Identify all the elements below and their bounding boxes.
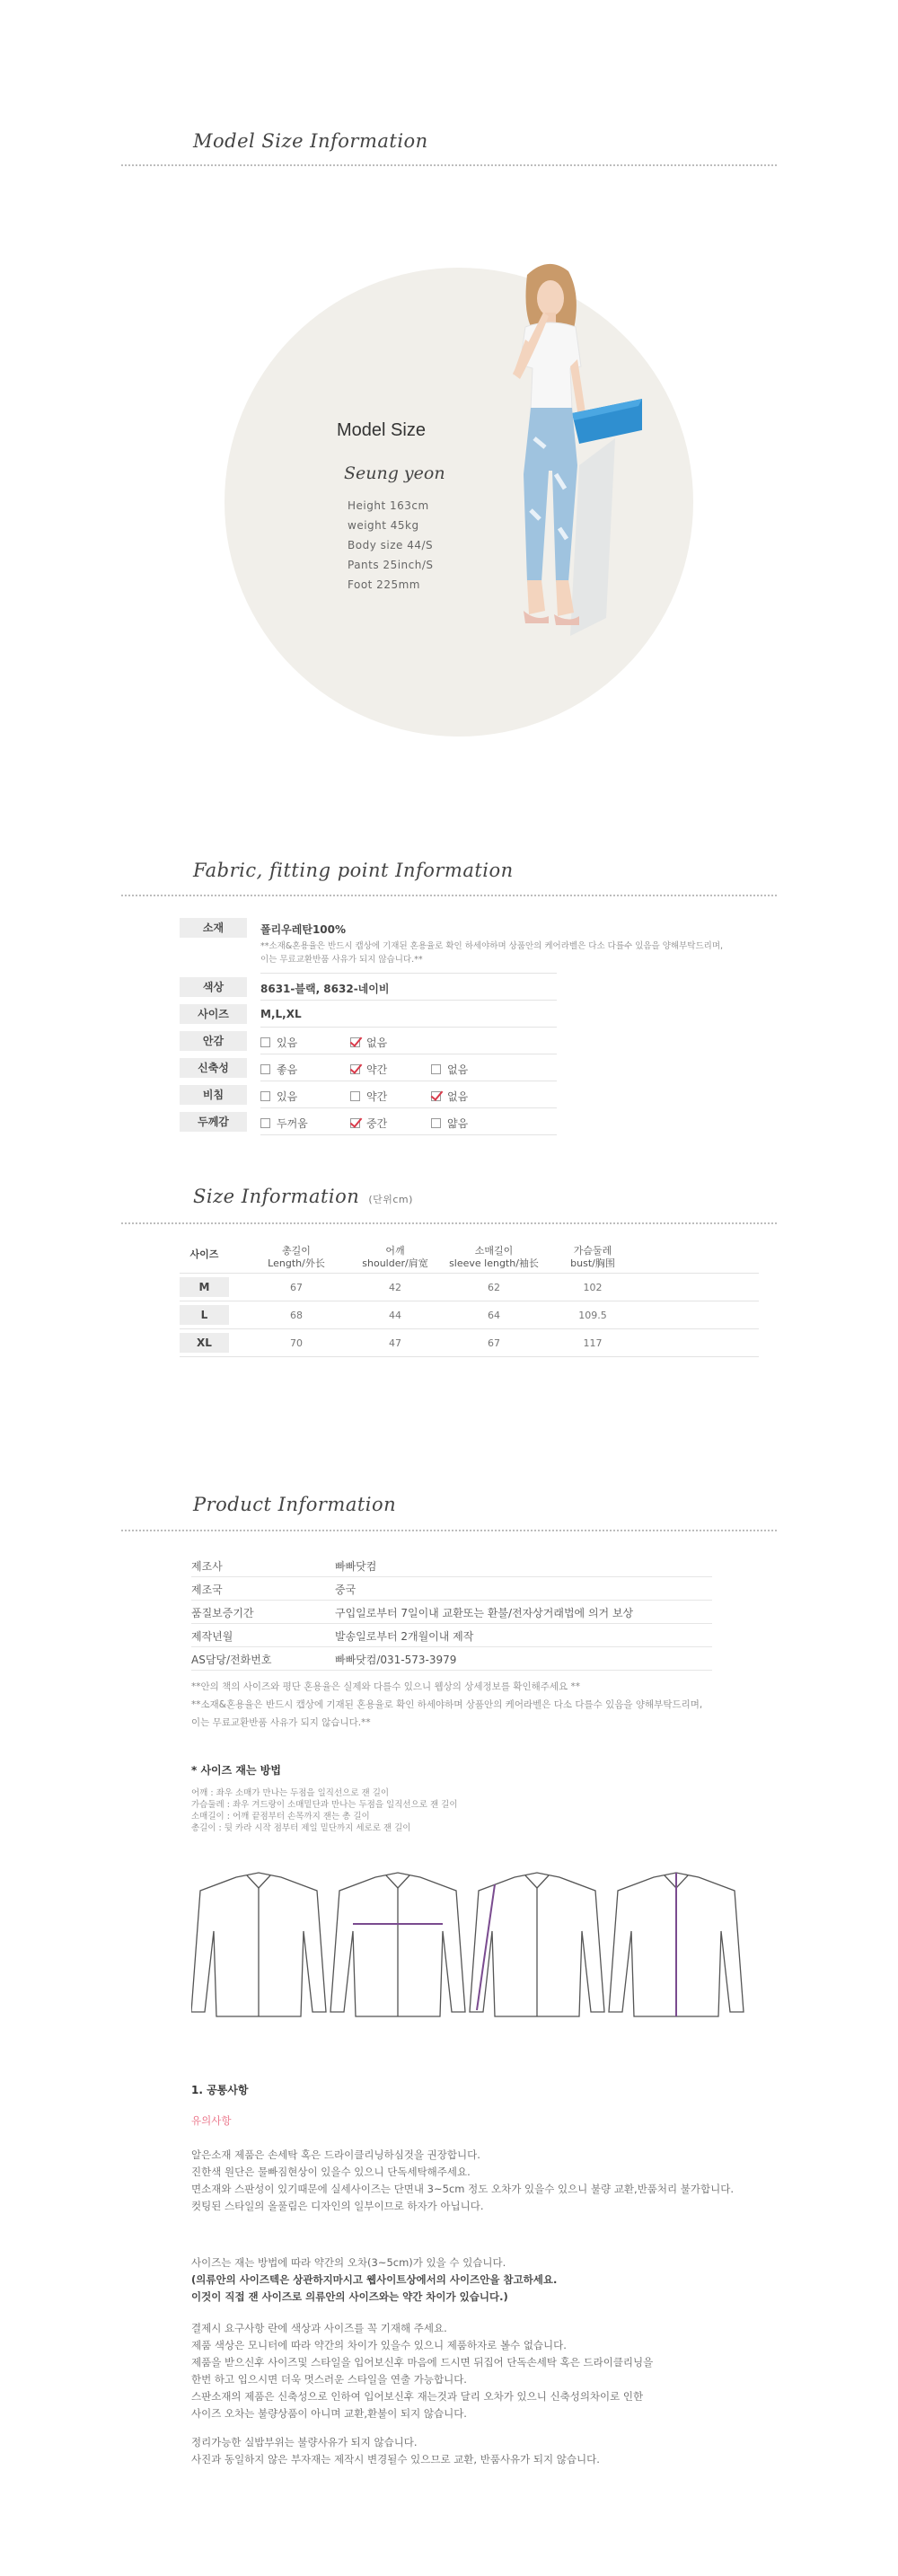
product-note-2: **소재&혼용율은 반드시 캡상에 기재된 혼용율로 확인 하세야하며 상품안의 케어라벨은 다소 다를수 있음을 양해부탁드리며, (191, 1699, 703, 1710)
material-label: 소재 (180, 918, 247, 938)
size-cell: 67 (290, 1282, 303, 1293)
stretch-label: 신축성 (180, 1058, 247, 1078)
caution-label: 유의사항 (191, 2114, 232, 2127)
material-note-1: **소재&혼용율은 반드시 캡상에 기재된 혼용율로 확인 하세야하며 상품안의 케어라벨은 다소 다를수 있음을 양해부탁드리며, (260, 941, 724, 951)
model-stat-body-size: Body size 44/S (348, 539, 434, 551)
size-cell: 44 (389, 1310, 401, 1321)
notice-paragraph-4: 정리가능한 실밥부위는 불량사유가 되지 않습니다. 사진과 동일하지 않은 부자재는 제작시 변경될수 있으므로 교환, 반품사유가 되지 않습니다. (191, 2436, 600, 2466)
thickness-option-medium: 중간 (350, 1116, 387, 1131)
size-cell: 117 (583, 1337, 603, 1349)
size-cell: 102 (583, 1282, 603, 1293)
model-photo (462, 259, 642, 744)
model-stat-pants: Pants 25inch/S (348, 559, 434, 571)
measure-line-bust: 가슴둘레 : 좌우 겨드랑이 소매밑단과 만나는 두점을 일직선으로 잰 길이 (191, 1800, 458, 1810)
row-divider (191, 1576, 712, 1577)
notice-paragraph-1: 알은소재 제품은 손세탁 혹은 드라이클리닝하심것을 권장합니다. 진한색 원단은 물빠짐현상이 있을수 있으니 단독세탁해주세요. 면소재와 스판성이 있기때문에 실세사이즈는 단면내 3~5cm 정도 오차가 있을수 있으니 불량 교환,반품처리 불가합니다. 컷팅된 스타일의 올풀림은 디자인의 일부이므로 하자가 아닙니다. (191, 2148, 734, 2212)
model-size-heading: Model Size (337, 420, 426, 440)
model-name: Seung yeon (344, 463, 445, 483)
model-stat-foot: Foot 225mm (348, 578, 420, 591)
row-divider (191, 1600, 712, 1601)
size-section-title: Size Information (단위cm) (193, 1186, 413, 1207)
shirt-diagram-length (609, 1873, 744, 2016)
checkbox-icon (260, 1118, 270, 1128)
lining-label: 안감 (180, 1031, 247, 1051)
product-label-country: 제조국 (191, 1584, 223, 1596)
size-label-m: M (180, 1277, 229, 1297)
checkbox-icon (260, 1091, 270, 1101)
stretch-option-none: 없음 (431, 1062, 468, 1077)
material-note-2: 이는 무료교환반품 사유가 되지 않습니다.** (260, 955, 423, 965)
bust-header: 가슴둘레 bust/胸围 (570, 1245, 615, 1269)
row-divider (260, 973, 557, 974)
shirt-diagram-bust (330, 1873, 465, 2016)
product-note-3: 이는 무료교환반품 사유가 되지 않습니다.** (191, 1717, 371, 1728)
size-cell: 68 (290, 1310, 303, 1321)
size-label-l: L (180, 1305, 229, 1325)
checkbox-icon (260, 1037, 270, 1047)
row-divider (260, 1027, 557, 1028)
product-section-title: Product Information (193, 1494, 397, 1515)
lining-option-no: 없음 (350, 1035, 387, 1050)
size-cell: 47 (389, 1337, 401, 1349)
size-cell: 109.5 (578, 1310, 607, 1321)
size-label-xl: XL (180, 1333, 229, 1353)
shoulder-header: 어깨 shoulder/肩宽 (362, 1245, 428, 1269)
row-divider (260, 1000, 557, 1001)
sheer-label: 비침 (180, 1085, 247, 1105)
size-cell: 70 (290, 1337, 303, 1349)
stretch-option-good: 좋음 (260, 1062, 297, 1077)
section-divider (121, 1222, 777, 1224)
thickness-option-thick: 두꺼움 (260, 1116, 308, 1131)
product-value-manufacture-date: 발송일로부터 2개월이내 제작 (335, 1630, 474, 1643)
notice-paragraph-2: 사이즈는 재는 방법에 따라 약간의 오차(3~5cm)가 있을 수 있습니다. (의류안의 사이즈텍은 상관하지마시고 웹사이트상에서의 사이즈안을 참고하세요. 이것이 직접 잰 사이즈로 의류안의 사이즈와는 약간 차이가 있습니다.) (191, 2256, 558, 2303)
checkbox-checked-icon (350, 1064, 360, 1074)
product-label-manufacturer: 제조사 (191, 1560, 223, 1573)
size-row-m (180, 1277, 759, 1297)
checkbox-checked-icon (350, 1118, 360, 1128)
row-divider (180, 1356, 759, 1357)
stretch-option-slight: 약간 (350, 1062, 387, 1077)
lining-option-yes: 있음 (260, 1035, 297, 1050)
product-note-1: **안의 책의 사이즈와 평단 혼용율은 실제와 다를수 있으니 웹상의 상세정보를 확인해주세요 ** (191, 1681, 581, 1692)
size-cell: 67 (488, 1337, 500, 1349)
product-label-warranty: 품질보증기간 (191, 1607, 254, 1619)
measure-line-shoulder: 어깨 : 좌우 소매가 만나는 두점을 일직선으로 잰 길이 (191, 1788, 390, 1798)
product-value-manufacturer: 빠빠닷컴 (335, 1560, 377, 1573)
product-value-country: 중국 (335, 1584, 357, 1596)
size-col-header: 사이즈 (189, 1248, 219, 1260)
thickness-label: 두께감 (180, 1112, 247, 1132)
size-row-l (180, 1305, 759, 1325)
size-cell: 42 (389, 1282, 401, 1293)
model-stat-weight: weight 45kg (348, 519, 419, 532)
fabric-section-title: Fabric, fitting point Information (193, 860, 514, 881)
size-cell: 62 (488, 1282, 500, 1293)
measure-guide (191, 1787, 458, 1834)
material-value: 폴리우레탄100% (260, 923, 347, 936)
measurement-diagram (191, 1868, 748, 2021)
checkbox-icon (431, 1064, 441, 1074)
row-divider (191, 1623, 712, 1624)
notice-paragraph-3: 결제시 요구사항 란에 색상과 사이즈를 꼭 기재해 주세요. 제품 색상은 모니터에 따라 약간의 차이가 있을수 있으니 제품하자로 볼수 없습니다. 제품을 받으신후 사이즈및 스타일을 입어보신후 마음에 드시면 뒤집어 단독손세탁 혹은 드라이클리닝을 한번 하고 입으시면 더욱 멋스러운 스타일을 연출 가능합니다. 스판소재의 제품은 신축성으로 인하여 입어보신후 재는것과 달리 오차가 있으니 신축성의차이로 인한 사이즈 오차는 불량상품이 아니며 교환,환불이 되지 않습니다. (191, 2322, 654, 2420)
product-value-warranty: 구입일로부터 7일이내 교환또는 환불/전자상거래법에 의거 보상 (335, 1607, 634, 1619)
shirt-diagram-shoulder (191, 1873, 326, 2016)
measure-line-sleeve: 소매길이 : 어깨 끝점부터 손목까지 잰는 총 길이 (191, 1812, 370, 1822)
sheer-option-none: 없음 (431, 1089, 468, 1104)
sheer-option-yes: 있음 (260, 1089, 297, 1104)
size-table-header (180, 1245, 759, 1269)
sheer-option-slight: 약간 (350, 1089, 387, 1104)
color-label: 색상 (180, 977, 247, 997)
notice-heading: 1. 공통사항 (191, 2084, 249, 2096)
row-divider (191, 1670, 712, 1671)
row-divider (260, 1107, 557, 1108)
row-divider (260, 1134, 557, 1135)
measure-line-length: 총길이 : 뒷 카라 시작 점부터 제일 밑단까지 세로로 잰 길이 (191, 1823, 411, 1833)
length-header: 총길이 Length/外长 (268, 1245, 325, 1269)
measure-heading: * 사이즈 재는 방법 (191, 1764, 281, 1777)
checkbox-icon (350, 1091, 360, 1101)
row-divider (191, 1646, 712, 1647)
row-divider (180, 1273, 759, 1274)
section-divider (121, 1530, 777, 1531)
size-unit: (단위cm) (368, 1194, 413, 1205)
checkbox-checked-icon (431, 1091, 441, 1101)
color-value: 8631-블랙, 8632-네이비 (260, 983, 390, 995)
size-value: M,L,XL (260, 1008, 302, 1020)
product-value-as-contact: 빠빠닷컴/031-573-3979 (335, 1654, 457, 1666)
model-section-title: Model Size Information (193, 130, 428, 152)
sleeve-header: 소매길이 sleeve length/袖长 (449, 1245, 539, 1269)
size-row-xl (180, 1333, 759, 1353)
size-cell: 64 (488, 1310, 500, 1321)
section-divider (121, 895, 777, 896)
checkbox-icon (431, 1118, 441, 1128)
product-label-manufacture-date: 제작년월 (191, 1630, 233, 1643)
section-divider (121, 164, 777, 166)
size-label: 사이즈 (180, 1004, 247, 1024)
checkbox-checked-icon (350, 1037, 360, 1047)
shirt-diagram-sleeve (470, 1873, 604, 2016)
row-divider (180, 1328, 759, 1329)
checkbox-icon (260, 1064, 270, 1074)
product-label-as-contact: AS담당/전화번호 (191, 1654, 272, 1666)
thickness-option-thin: 얇음 (431, 1116, 468, 1131)
model-stat-height: Height 163cm (348, 499, 429, 512)
model-stats (348, 496, 434, 595)
